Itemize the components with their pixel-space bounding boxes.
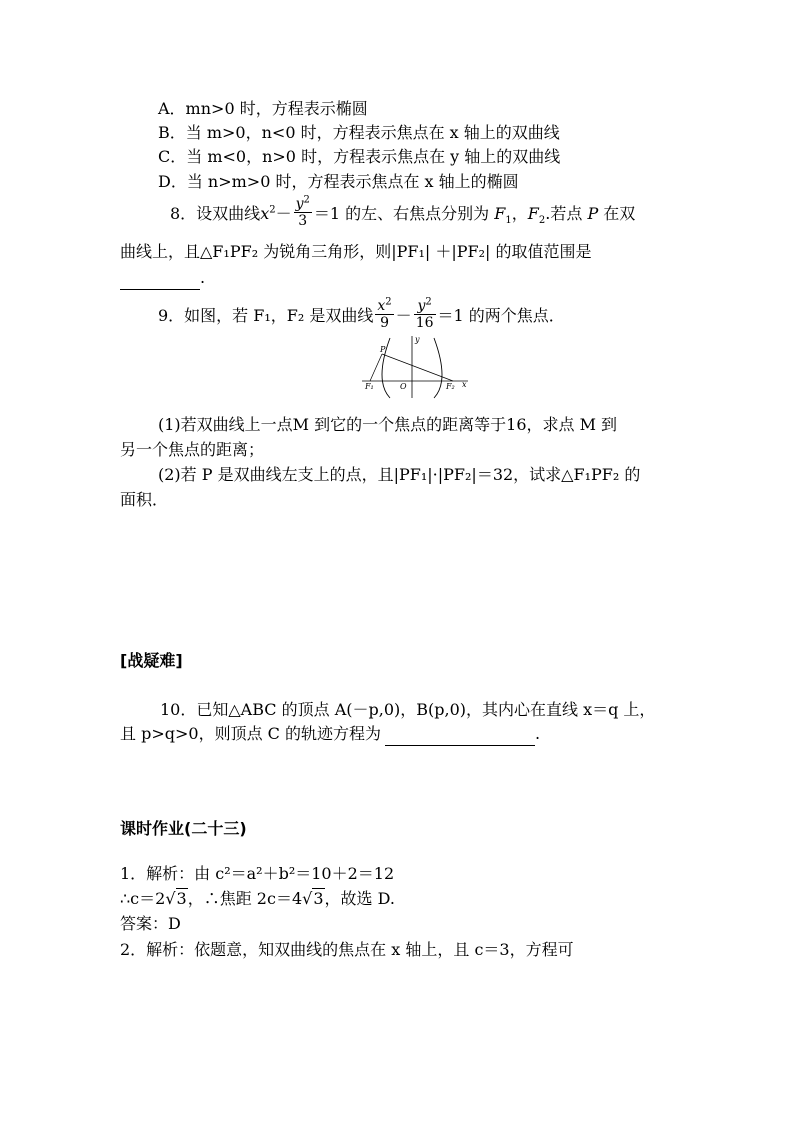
q9-part1-line1: (1)若双曲线上一点M 到它的一个焦点的距离等于16，求点 M 到: [158, 415, 618, 434]
segment-pf2: [382, 354, 453, 381]
q7-option-c: C．当 m<0，n>0 时，方程表示焦点在 y 轴上的双曲线: [158, 147, 561, 166]
answer-1-part-a: ∴c＝2: [120, 889, 166, 908]
q8-formula-x2: x: [260, 204, 270, 223]
section-hard-heading: [战疑难]: [120, 651, 183, 670]
q8-fraction: $\frac{y^2}{3}$: [295, 194, 310, 229]
answer-1-line1: 1．解析：由 c²＝a²＋b²＝10＋2＝12: [120, 864, 395, 883]
q9-line1: 9．如图，若 F₁，F₂ 是双曲线 $\frac{x^2}{9}$ － $\frac{y^2}{16}$ ＝1 的两个焦点．: [158, 296, 565, 331]
q9-prefix: 9．如图，若 F₁，F₂ 是双曲线: [158, 306, 374, 325]
hyperbola-figure: [360, 332, 475, 400]
answer-1-part-b: ，∴焦距 2c＝4: [187, 889, 303, 908]
q8-line2: 曲线上，且△F₁PF₂ 为锐角三角形，则|PF₁| ＋|PF₂| 的取值范围是: [120, 242, 592, 261]
q9-part1-line2: 另一个焦点的距离；: [120, 440, 265, 459]
q8-suffix: ＝1 的左、右焦点分别为: [313, 204, 490, 223]
label-x: x: [462, 380, 467, 389]
q10-line1: 10．已知△ABC 的顶点 A(－p,0)，B(p,0)，其内心在直线 x＝q 上，: [160, 700, 656, 719]
answer-2-line1: 2．解析：依题意，知双曲线的焦点在 x 轴上，且 c＝3，方程可: [120, 940, 574, 959]
answer-1-part-c: ，故选 D.: [324, 889, 395, 908]
label-f2: F₂: [446, 382, 455, 391]
segment-pf1: [370, 354, 382, 381]
q7-option-b: B．当 m>0，n<0 时，方程表示焦点在 x 轴上的双曲线: [158, 123, 560, 142]
q8-prefix: 8．设双曲线: [170, 204, 261, 223]
q9-suffix: ＝1 的两个焦点．: [437, 306, 565, 325]
q10-line2-text: 且 p>q>0，则顶点 C 的轨迹方程为: [120, 724, 381, 743]
q9-fraction-y: $\frac{y^2}{16}$: [415, 296, 434, 331]
q9-part2-line1: (2)若 P 是双曲线左支上的点，且|PF₁|·|PF₂|＝32，试求△F₁PF₂ 的: [158, 465, 641, 484]
label-p: P: [380, 345, 386, 354]
q7-option-d: D．当 n>m>0 时，方程表示焦点在 x 轴上的椭圆: [158, 172, 519, 191]
q8-answer-blank: .: [120, 266, 205, 290]
label-o: O: [400, 382, 407, 391]
q9-part2-line2: 面积．: [120, 490, 169, 509]
hyperbola-right-branch: [434, 338, 442, 398]
label-f1: F₁: [365, 382, 374, 391]
q9-fraction-x: $\frac{x^2}{9}$: [377, 296, 392, 331]
label-y: y: [415, 335, 420, 344]
q10-line2: 且 p>q>0，则顶点 C 的轨迹方程为 .: [120, 722, 540, 746]
q8-line1: 8．设双曲线$x^2-$ $\frac{y^2}{3}$ ＝1 的左、右焦点分别为 $F_1$，$F_2$.若点 P 在双: [170, 194, 636, 229]
section-answers-heading: 课时作业(二十三): [120, 819, 247, 838]
answer-1-line2: ∴c＝2√3，∴焦距 2c＝4√3，故选 D.: [120, 889, 395, 908]
answer-1-result: 答案：D: [120, 914, 181, 933]
q7-option-a: A．mn>0 时，方程表示椭圆: [158, 99, 368, 118]
